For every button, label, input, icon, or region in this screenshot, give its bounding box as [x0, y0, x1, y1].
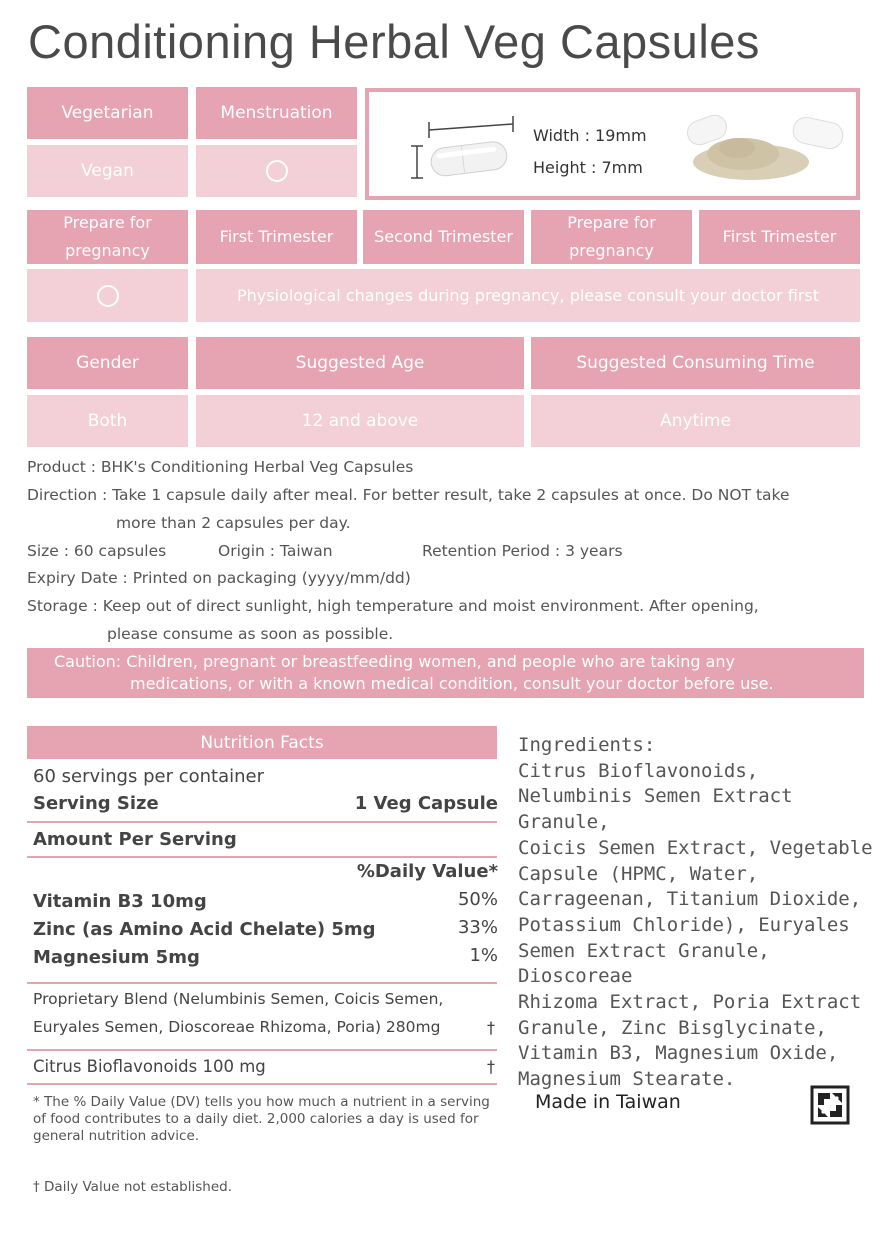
preg-header-second: Second Trimester	[363, 210, 524, 264]
powder-icon	[681, 114, 849, 188]
nutrient-dv: 50%	[457, 889, 498, 910]
nutrient-dv: 1%	[469, 945, 498, 966]
ingredients-line: Vitamin B3, Magnesium Oxide,	[518, 1042, 839, 1065]
physio-note: Physiological changes during pregnancy, please consult your doctor first	[196, 269, 860, 322]
nutrition-divider	[27, 1083, 497, 1085]
size-line: Size : 60 capsules	[27, 542, 167, 560]
ingredients-line: Citrus Bioflavonoids,	[518, 759, 759, 782]
blend-line-2: Euryales Semen, Dioscoreae Rhizoma, Poria) 280mg	[33, 1018, 441, 1036]
citrus-line: Citrus Bioflavonoids 100 mg	[33, 1057, 266, 1076]
time-label: Suggested Consuming Time	[531, 337, 860, 389]
ingredients-line: Semen Extract Granule, Dioscoreae	[518, 939, 770, 988]
caution-line-1: Caution: Children, pregnant or breastfeeding women, and people who are taking any	[54, 652, 735, 671]
menstruation-check	[196, 145, 357, 197]
serving-size-label: Serving Size	[33, 793, 159, 814]
ingredients-line: Capsule (HPMC, Water,	[518, 862, 759, 885]
expiry-line: Expiry Date : Printed on packaging (yyyy/mm/dd)	[27, 569, 411, 587]
storage-line-2: please consume as soon as possible.	[107, 625, 394, 643]
preg-header-first-2: First Trimester	[699, 210, 860, 264]
nutrition-facts-header: Nutrition Facts	[27, 726, 497, 759]
page-title: Conditioning Herbal Veg Capsules	[28, 15, 760, 68]
serving-size-value: 1 Veg Capsule	[354, 793, 498, 814]
ingredients-block	[518, 733, 878, 1093]
nutrient-dv: 33%	[457, 917, 498, 938]
capsule-width: Width : 19mm	[533, 126, 647, 145]
menstruation-label: Menstruation	[196, 87, 357, 139]
caution-banner	[27, 648, 864, 698]
ingredients-line: Granule, Zinc Bisglycinate,	[518, 1016, 827, 1039]
capsule-height: Height : 7mm	[533, 158, 643, 177]
nutrition-divider	[27, 1049, 497, 1051]
preg-prepare-check	[27, 269, 188, 322]
nutrient-name: Vitamin B3 10mg	[33, 891, 207, 912]
product-line: Product : BHK's Conditioning Herbal Veg Capsules	[27, 458, 414, 476]
ingredients-line: Ingredients:	[518, 734, 656, 756]
circle-mark-icon	[97, 285, 119, 307]
vegetarian-label: Vegetarian	[27, 87, 188, 139]
ingredients-line: Potassium Chloride), Euryales	[518, 913, 850, 936]
preg-header-prepare: Prepare for pregnancy	[27, 210, 188, 264]
time-value: Anytime	[531, 395, 860, 447]
direction-line: Direction : Take 1 capsule daily after meal. For better result, take 2 capsules at once. Do NOT take	[27, 486, 790, 504]
preg-header-prepare-2: Prepare for pregnancy	[531, 210, 692, 264]
age-label: Suggested Age	[196, 337, 524, 389]
circle-mark-icon	[266, 160, 288, 182]
footnote-line-3: general nutrition advice.	[33, 1128, 200, 1144]
nutrition-divider	[27, 821, 497, 823]
dagger-footnote: † Daily Value not established.	[33, 1179, 232, 1195]
ingredients-line: Carrageenan, Titanium Dioxide,	[518, 888, 862, 911]
nutrition-divider	[27, 856, 497, 858]
capsule-icon	[405, 108, 515, 186]
dagger-mark: †	[487, 1057, 495, 1076]
dagger-mark: †	[487, 1018, 495, 1037]
retention-line: Retention Period : 3 years	[422, 542, 623, 560]
nutrition-divider	[27, 982, 497, 984]
nutrient-name: Magnesium 5mg	[33, 947, 200, 968]
blend-line-1: Proprietary Blend (Nelumbinis Semen, Coicis Semen,	[33, 990, 444, 1008]
age-value: 12 and above	[196, 395, 524, 447]
ingredients-line: Rhizoma Extract, Poria Extract	[518, 991, 862, 1014]
nutrient-name: Zinc (as Amino Acid Chelate) 5mg	[33, 919, 376, 940]
ingredients-line: Nelumbinis Semen Extract Granule,	[518, 785, 793, 834]
origin-line: Origin : Taiwan	[218, 542, 333, 560]
gender-value: Both	[27, 395, 188, 447]
caution-line-2: medications, or with a known medical condition, consult your doctor before use.	[130, 674, 774, 693]
gender-label: Gender	[27, 337, 188, 389]
recycle-icon	[810, 1085, 850, 1125]
daily-value-header: %Daily Value*	[356, 861, 498, 882]
preg-header-first: First Trimester	[196, 210, 357, 264]
storage-line: Storage : Keep out of direct sunlight, high temperature and moist environment. After opening,	[27, 597, 759, 615]
servings-per-container: 60 servings per container	[33, 766, 264, 787]
ingredients-line: Coicis Semen Extract, Vegetable	[518, 836, 873, 859]
direction-line-2: more than 2 capsules per day.	[116, 514, 351, 532]
capsule-size-box	[365, 88, 860, 200]
footnote-line-2: of food contributes to a daily diet. 2,000 calories a day is used for	[33, 1111, 479, 1127]
made-in-label: Made in Taiwan	[535, 1091, 681, 1113]
ingredients-line: Magnesium Stearate.	[518, 1068, 736, 1091]
footnote-line-1: * The % Daily Value (DV) tells you how much a nutrient in a serving	[33, 1094, 490, 1110]
amount-per-serving: Amount Per Serving	[33, 829, 237, 850]
vegan-label: Vegan	[27, 145, 188, 197]
